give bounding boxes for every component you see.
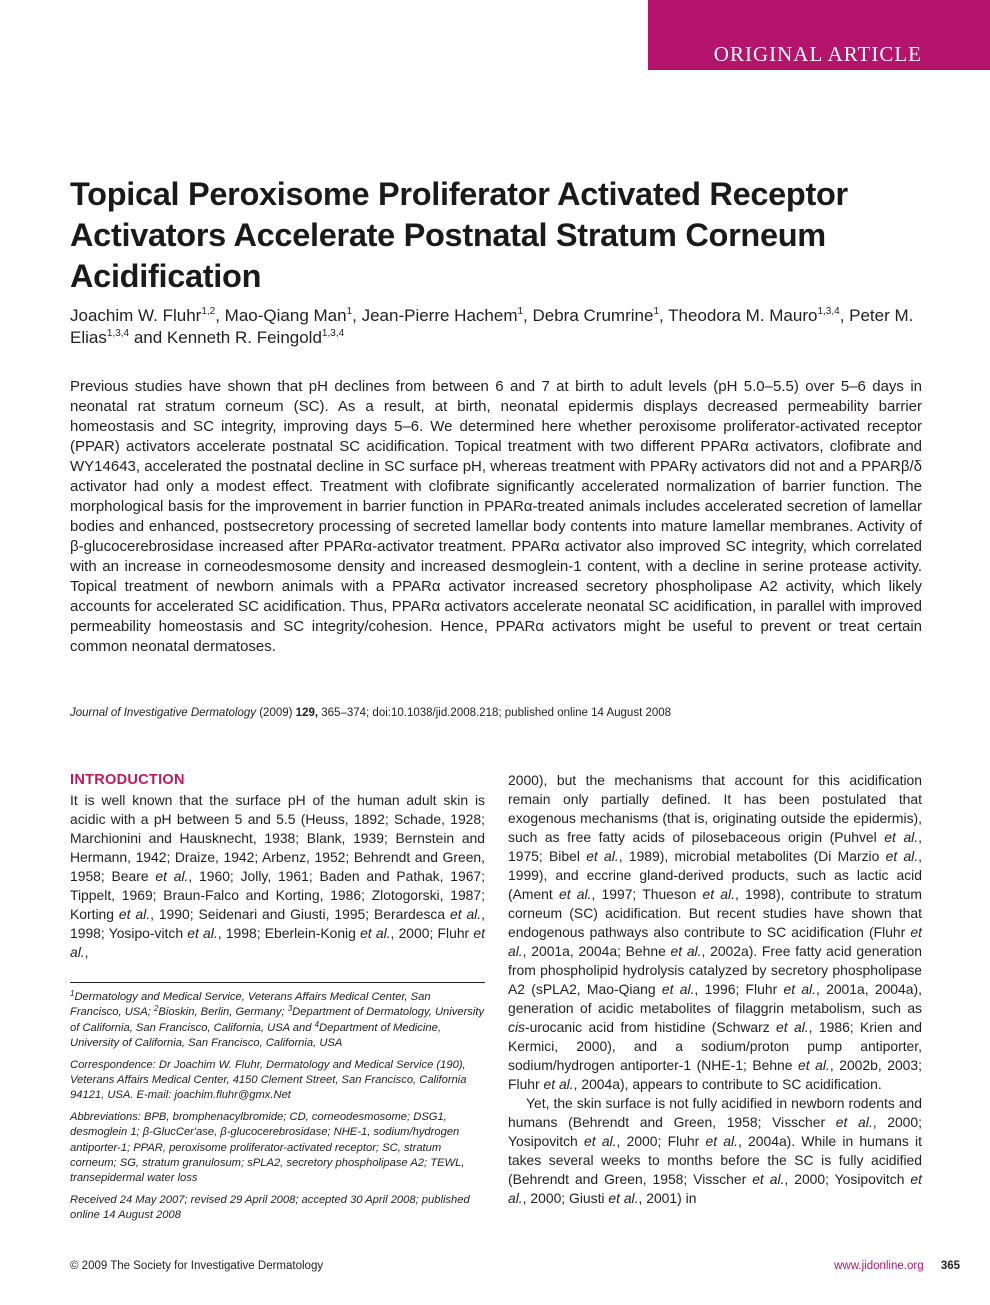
author-name: Joachim W. Fluhr	[70, 306, 202, 325]
author-separator: ,	[839, 306, 850, 325]
introduction-heading: INTRODUCTION	[70, 772, 185, 788]
author-separator: ,	[215, 306, 225, 325]
citation-year: (2009)	[259, 707, 293, 719]
journal-website-link[interactable]: www.jidonline.org	[834, 1260, 924, 1272]
author-separator: ,	[352, 306, 362, 325]
author-affiliation: 1	[517, 306, 524, 317]
footnote-divider	[70, 982, 485, 983]
footnotes	[70, 990, 485, 1230]
introduction-left-column	[70, 791, 485, 962]
copyright-notice: © 2009 The Society for Investigative Dermatology	[70, 1260, 324, 1272]
journal-name: Journal of Investigative Dermatology	[70, 707, 257, 719]
author-separator: ,	[523, 306, 533, 325]
citation-volume: 129,	[295, 707, 319, 719]
author-name: Mao-Qiang Man	[224, 306, 347, 325]
author-name: Jean-Pierre Hachem	[361, 306, 518, 325]
footer-right	[834, 1260, 960, 1272]
author-affiliation: 1,2	[201, 306, 216, 317]
citation-details: 365–374; doi:10.1038/jid.2008.218; published online 14 August 2008	[321, 707, 672, 719]
introduction-right-column	[508, 771, 922, 1208]
intro-paragraph: It is well known that the surface pH of the human adult skin is acidic with a pH between 5 and 5.5 (Heuss, 1892; Schade, 1928; Marchionini and Hausknecht, 1938; Blank, 1939; Bernstein and Hermann, 1942; Draize, 1942; Arbenz, 1952; Behrendt and Green, 1958; Beare et al., 1960; Jolly, 1961; Baden and Pathak, 1967; Tippelt, 1969; Braun-Falco and Korting, 1986; Zlotogorski, 1987; Korting et al., 1990; Seidenari and Giusti, 1995; Berardesca et al., 1998; Yosipo-vitch et al., 1998; Eberlein-Konig et al., 2000; Fluhr et al.,	[70, 792, 486, 960]
author-list	[70, 305, 940, 349]
abstract: Previous studies have shown that pH declines from between 6 and 7 at birth to adult levels (pH 5.0–5.5) over 5–6 days in neonatal rat stratum corneum (SC). As a result, at birth, neonatal epidermis displays decreased permeability barrier homeostasis and SC integrity, improving days 5–6. We determined here whether peroxisome proliferator-activated receptor (PPAR) activators accelerate postnatal SC acidification. Topical treatment with two different PPARα activators, clofibrate and WY14643, accelerated the postnatal decline in SC surface pH, whereas treatment with PPARγ activators did not and a PPARβ/δ activator had only a modest effect. Treatment with clofibrate significantly accelerated normalization of barrier function. The morphological basis for the improvement in barrier function in PPARα-treated animals includes accelerated secretion of lamellar bodies and enhanced, postsecretory processing of secreted lamellar body contents into mature lamellar membranes. Activity of β-glucocerebrosidase increased after PPARα-activator treatment. PPARα activator also improved SC integrity, which correlated with an increase in corneodesmosome density and increased desmoglein-1 content, with a decline in serine protease activity. Topical treatment of newborn animals with a PPARα activator increased secretory phospholipase A2 activity, which likely accounts for accelerated SC acidification. Thus, PPARα activators accelerate neonatal SC acidification, in parallel with improved permeability homeostasis and SC integrity/cohesion. Hence, PPARα activators might be useful to prevent or treat certain common neonatal dermatoses.	[70, 378, 922, 655]
article-type-label: ORIGINAL ARTICLE	[713, 42, 922, 66]
intro-paragraph-continued: 2000), but the mechanisms that account for this acidification remain only partially defined. It has been postulated that exogenous mechanisms (that is, originating outside the epidermis), such as free fatty acids of pilosebaceous origin (Puhvel et al., 1975; Bibel et al., 1989), microbial metabolites (Di Marzio et al., 1999), and eccrine gland-derived products, such as lactic acid (Ament et al., 1997; Thueson et al., 1998), contribute to stratum corneum (SC) acidification. But recent studies have shown that endogenous pathways also contribute to SC acidification (Fluhr et al., 2001a, 2004a; Behne et al., 2002a). Free fatty acid generation from phospholipid hydrolysis catalyzed by secretory phospholipase A2 (sPLA2, Mao-Qiang et al., 1996; Fluhr et al., 2001a, 2004a), generation of acidic metabolites of filaggrin metabolism, such as cis-urocanic acid from histidine (Schwarz et al., 1986; Krien and Kermici, 2000), and a sodium/proton pump antiporter, sodium/hydrogen antiporter-1 (NHE-1; Behne et al., 2002b, 2003; Fluhr et al., 2004a), appears to contribute to SC acidification.	[508, 772, 922, 1092]
author-name: Peter M. Elias	[70, 306, 914, 347]
correspondence: Correspondence: Dr Joachim W. Fluhr, Dermatology and Medical Service (190), Veterans Affairs Medical Center, 4150 Clement Street, San Francisco, California 94121, USA. E-mail: joachim.fluhr@gmx.Net	[70, 1058, 467, 1102]
article-title: Topical Peroxisome Proliferator Activated Receptor Activators Accelerate Postnatal Stratum Corneum Acidification	[70, 176, 848, 294]
author-affiliation: 1	[346, 306, 353, 317]
author-separator: ,	[659, 306, 669, 325]
article-dates: Received 24 May 2007; revised 29 April 2008; accepted 30 April 2008; published online 14 August 2008	[70, 1193, 470, 1222]
author-name: Kenneth R. Feingold	[166, 328, 322, 347]
author-affiliation: 1	[653, 306, 659, 317]
author-name: Theodora M. Mauro	[668, 306, 818, 325]
author-name: Debra Crumrine	[532, 306, 654, 325]
page-number: 365	[940, 1260, 960, 1272]
author-affiliation: 1,3,4	[817, 306, 840, 317]
article-type-banner	[648, 0, 990, 70]
abbreviations: Abbreviations: BPB, bromphenacylbromide; CD, corneodesmosome; DSG1, desmoglein 1; β-GlucCer'ase, β-glucocerebrosidase; NHE-1, sodium/hydrogen antiporter-1; PPAR, peroxisome proliferator-activated receptor; SC, stratum corneum; SG, stratum granulosum; sPLA2, secretory phospholipase A2; TEWL, transepidermal water loss	[70, 1110, 465, 1185]
affiliations: $^1$Dermatology and Medical Service, Veterans Affairs Medical Center, San Francisco, USA; $^2$Bioskin, Berlin, Germany; $^3$Department of Dermatology, University of California, San Francisco, California, USA and $^4$Department of Medicine, University of California, San Francisco, California, USA	[70, 989, 485, 1050]
author-affiliation: 1,3,4	[321, 328, 345, 339]
citation-line	[70, 707, 930, 719]
author-affiliation: 1,3,4	[106, 328, 130, 339]
intro-paragraph-2: Yet, the skin surface is not fully acidified in newborn rodents and humans (Behrendt and Green, 1958; Visscher et al., 2000; Yosipovitch et al., 2000; Fluhr et al., 2004a). While in humans it takes several weeks to months before the SC is fully acidified (Behrendt and Green, 1958; Visscher et al., 2000; Yosipovitch et al., 2000; Giusti et al., 2001) in	[508, 1095, 922, 1206]
author-separator: and	[129, 328, 167, 347]
